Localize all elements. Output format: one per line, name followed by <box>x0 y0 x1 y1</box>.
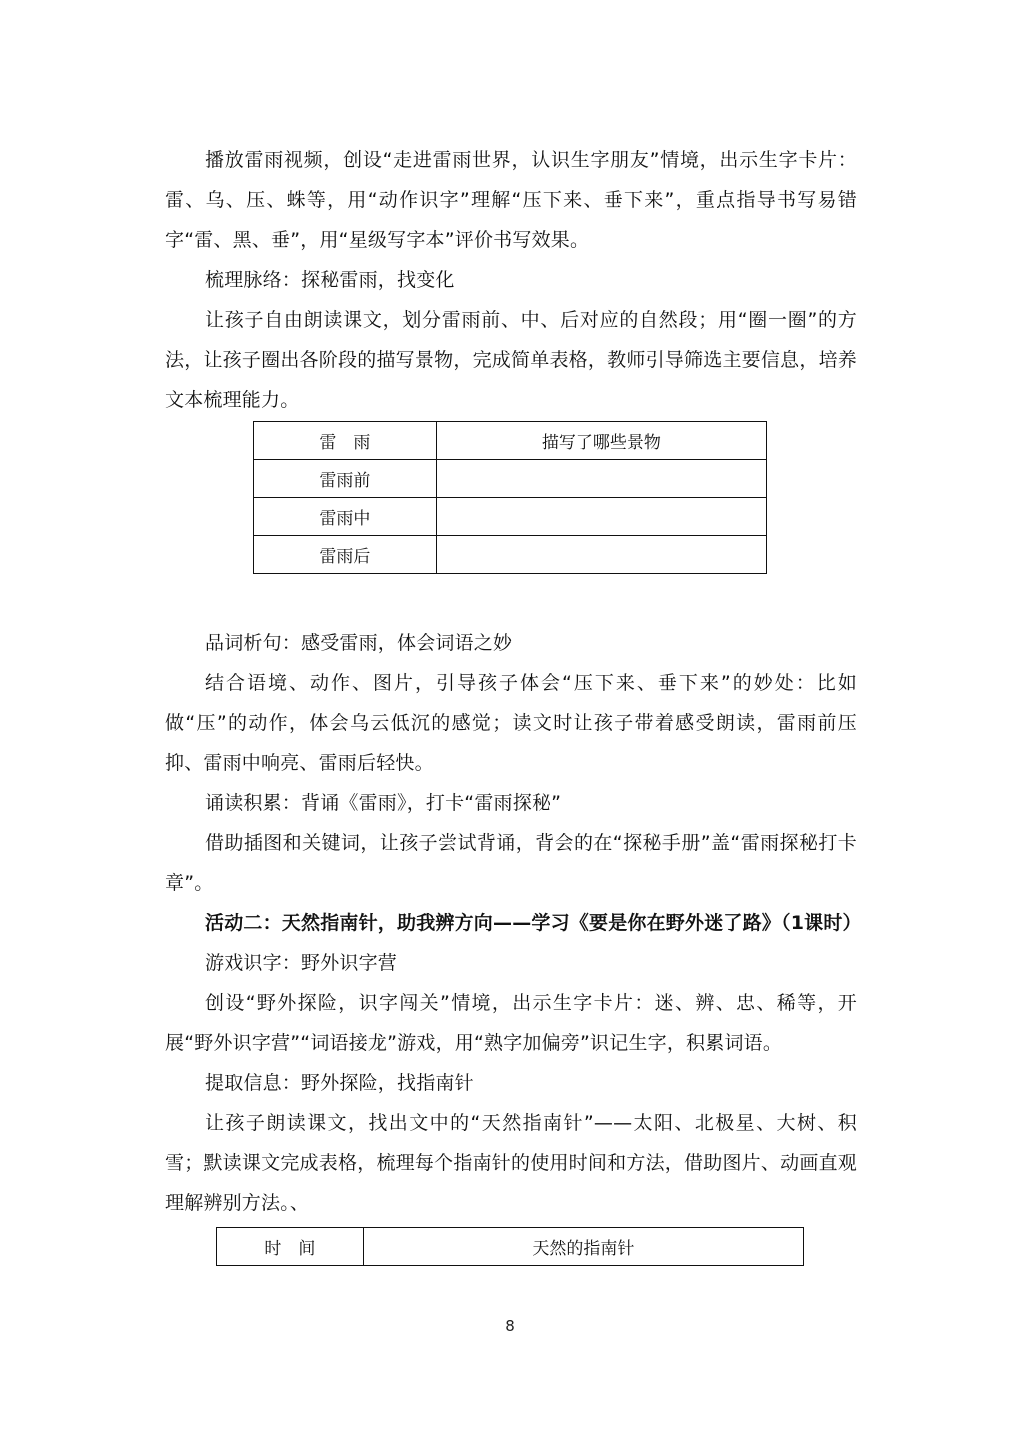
table-header-row <box>217 1228 804 1266</box>
page-number: 8 <box>505 1317 515 1335</box>
paragraph-outdoor-adventure: 创设“野外探险，识字闯关”情境，出示生字卡片：迷、辨、忠、稀等，开展“野外识字营”“词语接龙”游戏，用“熟字加偏旁”识记生字，积累词语。 <box>165 992 857 1054</box>
table-row <box>254 460 767 498</box>
page-content <box>165 140 862 1266</box>
heading-recitation: 诵读积累：背诵《雷雨》，打卡“雷雨探秘” <box>205 792 562 814</box>
heading-activity-two: 活动二：天然指南针，助我辨方向——学习《要是你在野外迷了路》（1课时） <box>205 912 862 934</box>
heading-extract-info: 提取信息：野外探险，找指南针 <box>205 1072 474 1094</box>
table-cell <box>436 460 766 498</box>
table-row <box>254 498 767 536</box>
table-row <box>254 536 767 574</box>
table-header-cell: 描写了哪些景物 <box>436 422 766 460</box>
table-header-cell: 雷 雨 <box>254 422 437 460</box>
table-header-cell: 天然的指南针 <box>363 1228 803 1266</box>
paragraph-free-reading: 让孩子自由朗读课文，划分雷雨前、中、后对应的自然段；用“圈一圈”的方法，让孩子圈出各阶段的描写景物，完成简单表格，教师引导筛选主要信息，培养文本梳理能力。 <box>165 309 857 411</box>
table-cell: 雷雨中 <box>254 498 437 536</box>
paragraph-recitation-method: 借助插图和关键词，让孩子尝试背诵，背会的在“探秘手册”盖“雷雨探秘打卡章”。 <box>165 832 857 894</box>
heading-sort-context: 梳理脉络：探秘雷雨，找变化 <box>205 269 455 291</box>
table-cell <box>436 536 766 574</box>
heading-word-analysis: 品词析句：感受雷雨，体会词语之妙 <box>205 632 513 654</box>
table-cell <box>436 498 766 536</box>
table-cell: 雷雨前 <box>254 460 437 498</box>
table-header-row <box>254 422 767 460</box>
paragraph-video-intro: 播放雷雨视频，创设“走进雷雨世界，认识生字朋友”情境，出示生字卡片：雷、乌、压、蛛等，用“动作识字”理解“压下来、垂下来”，重点指导书写易错字“雷、黑、垂”，用“星级写字本”评价书写效果。 <box>165 149 857 251</box>
paragraph-context-actions: 结合语境、动作、图片，引导孩子体会“压下来、垂下来”的妙处：比如做“压”的动作，体会乌云低沉的感觉；读文时让孩子带着感受朗读，雷雨前压抑、雷雨中响亮、雷雨后轻快。 <box>165 672 857 774</box>
table-header-cell: 时 间 <box>217 1228 364 1266</box>
natural-compass-table <box>216 1227 804 1266</box>
table-cell: 雷雨后 <box>254 536 437 574</box>
paragraph-natural-compass: 让孩子朗读课文，找出文中的“天然指南针”——太阳、北极星、大树、积雪；默读课文完成表格，梳理每个指南针的使用时间和方法，借助图片、动画直观理解辨别方法。、 <box>165 1112 857 1214</box>
heading-game-literacy: 游戏识字：野外识字营 <box>205 952 398 974</box>
thunderstorm-scenery-table <box>253 421 767 574</box>
